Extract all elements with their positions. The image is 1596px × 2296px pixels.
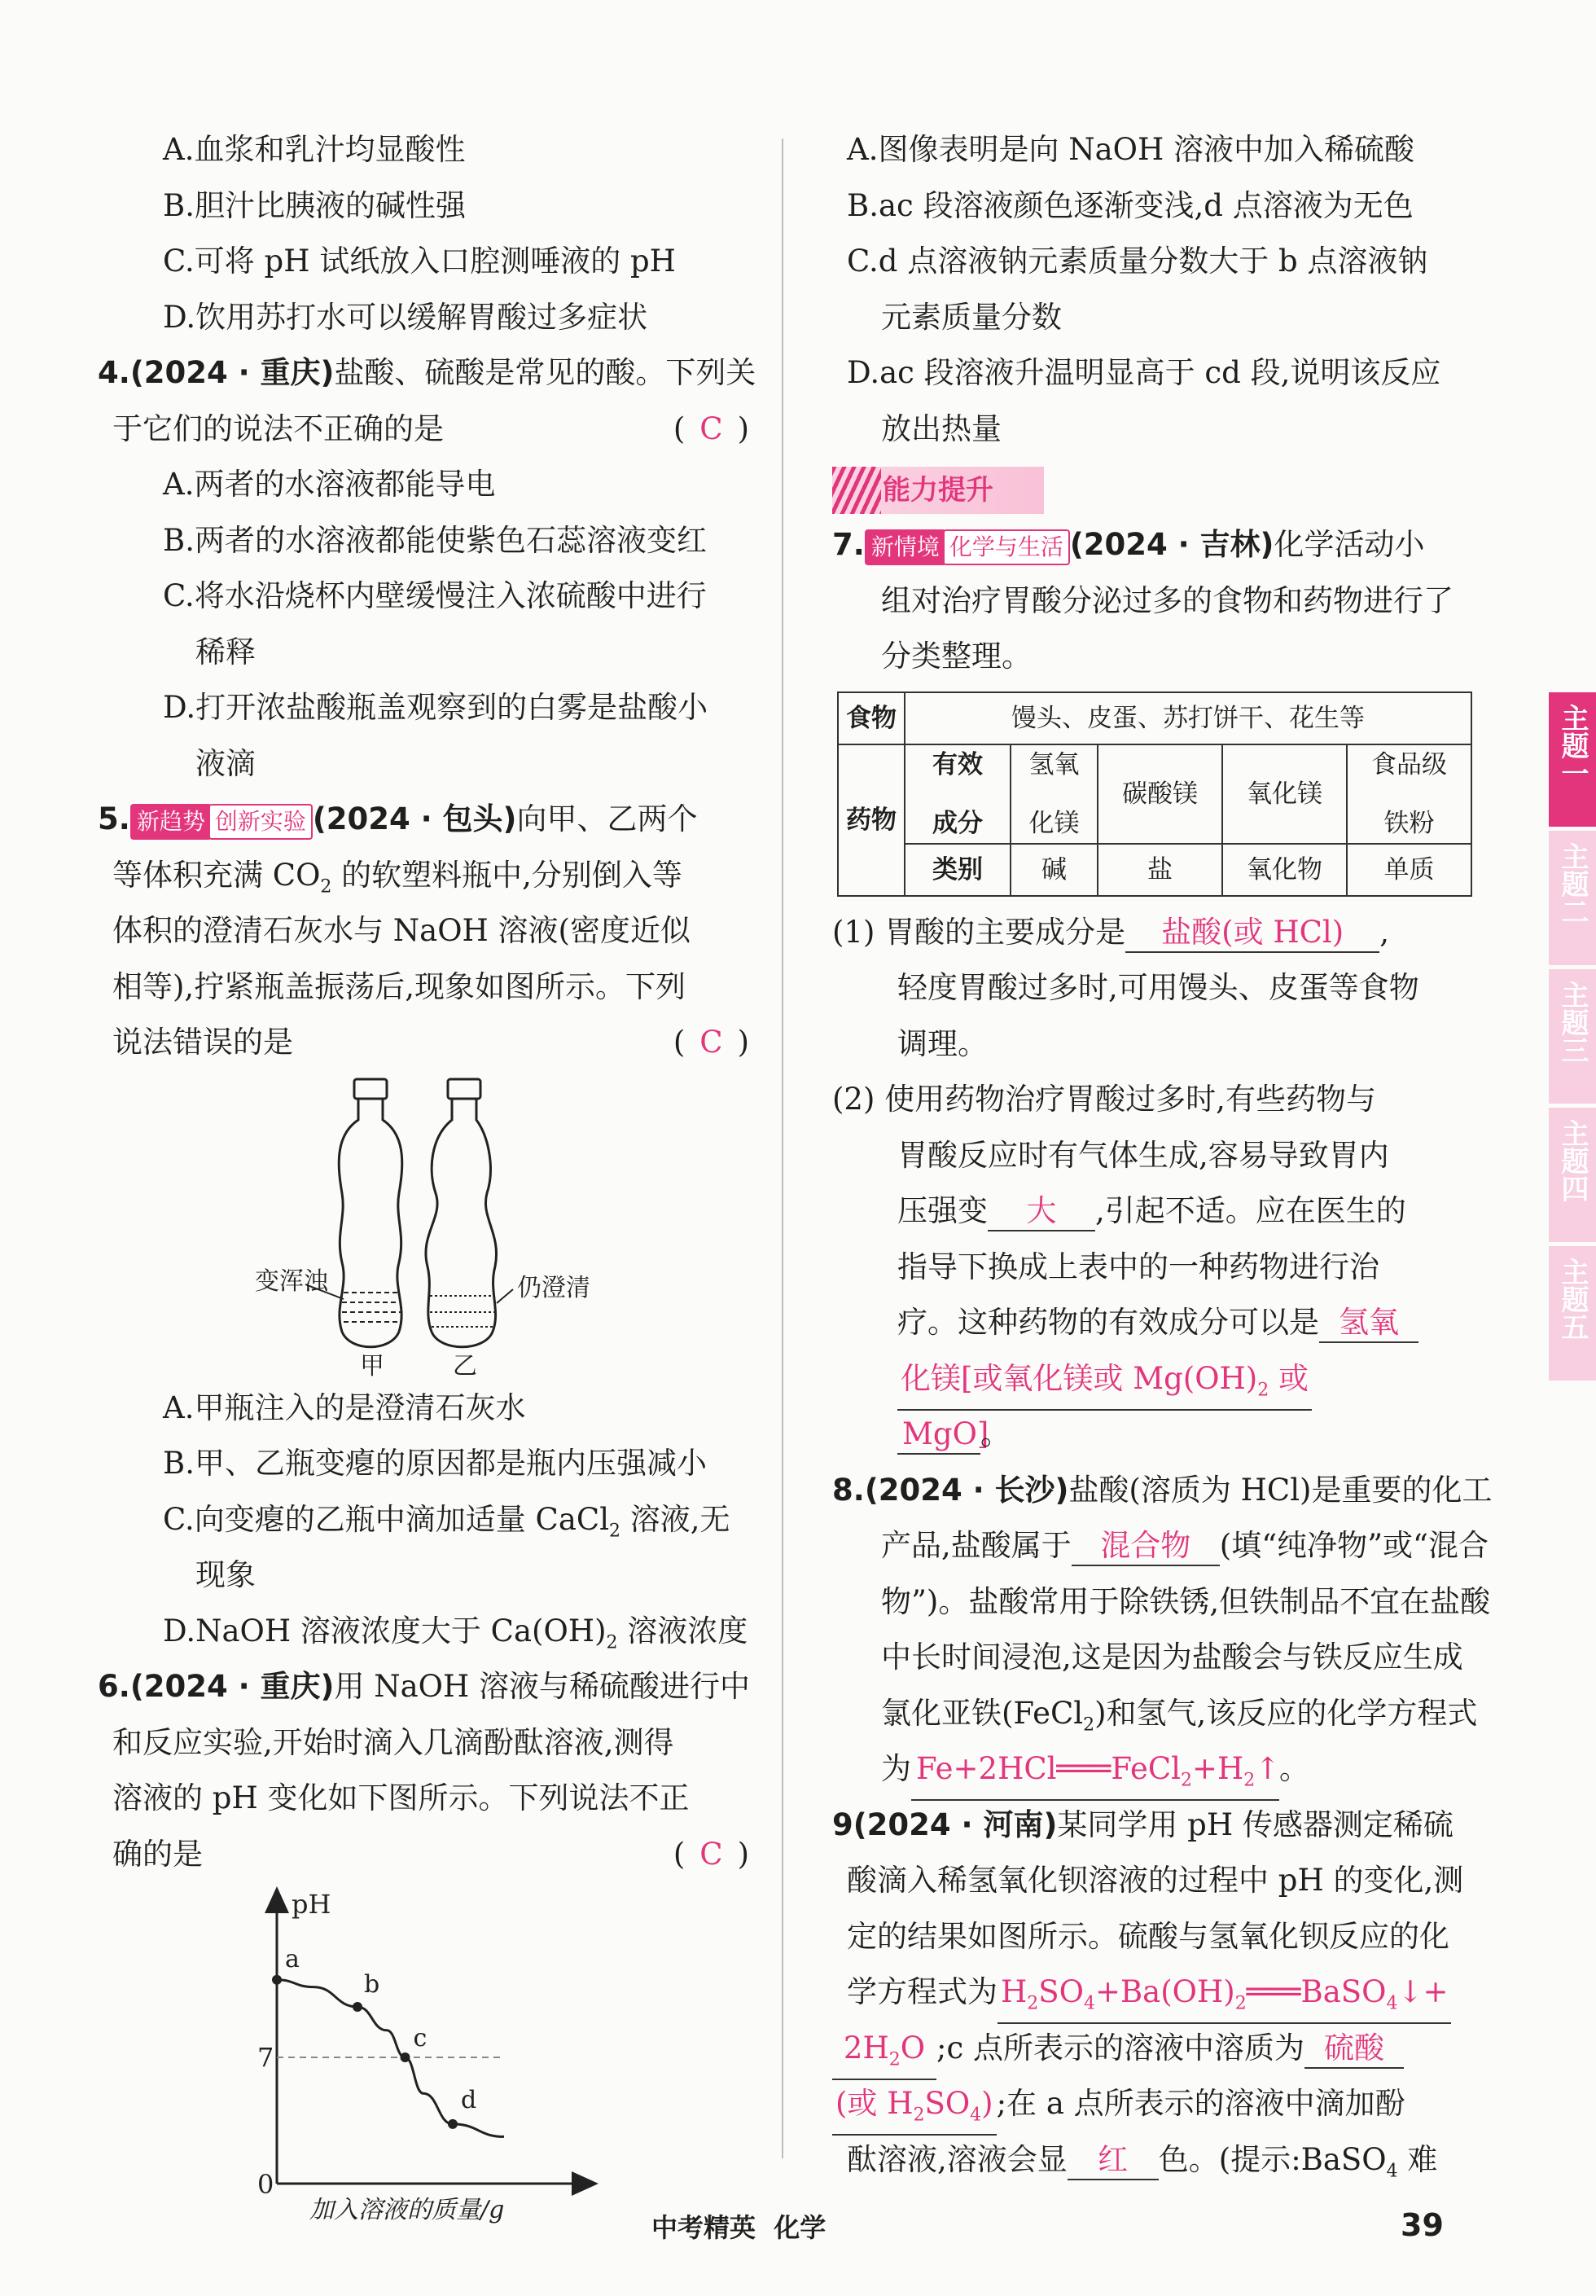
a1d: 4 [1083, 1993, 1095, 2014]
q9-stem5a: ;c 点所表示的溶液中溶质为 [936, 2030, 1304, 2066]
tab4-label: 主题四 [1556, 1119, 1589, 1202]
cell-food-header: 食物 [838, 692, 905, 744]
q9-stem7d: 难 [1397, 2141, 1438, 2177]
q8-answer1: 混合物 [1072, 1527, 1220, 1566]
q7-p1-text: 胃酸的主要成分是 [884, 914, 1126, 950]
sidebar-tab-theme5[interactable] [1549, 1246, 1596, 1381]
q8-ans2a: Fe+2HCl═══FeCl [916, 1751, 1182, 1786]
q7-number: 7. [832, 527, 865, 562]
cell-kind-4: 单质 [1347, 844, 1471, 896]
q7-part1-line1 [832, 905, 1475, 961]
q7-p2f: 疗。这种药物的有效成分可以是 [897, 1305, 1319, 1340]
q7-stem-text: 化学活动小 [1274, 527, 1425, 562]
d1b: 化镁 [1028, 808, 1080, 838]
d4b: 铁粉 [1383, 808, 1435, 838]
q8-stem5b: 2 [1083, 1714, 1095, 1735]
q9-stem7c: 4 [1386, 2160, 1398, 2181]
q9-answer1-cont [832, 2030, 936, 2080]
point-a [272, 1975, 282, 1985]
q5-option-c [98, 1492, 749, 1548]
q5-option-d [98, 1604, 749, 1660]
q6-stem-line2: 和反应实验,开始时滴入几滴酚酞溶液,测得 [112, 1724, 674, 1760]
cell-kind-3: 氧化物 [1222, 844, 1347, 896]
a1a: H [1001, 1974, 1028, 2009]
q6-option-d: D.ac 段溶液升温明显高于 cd 段,说明该反应 [847, 355, 1441, 390]
q9-stem4a: 学方程式为 [847, 1974, 998, 2009]
a1b: 2 [1027, 1993, 1039, 2014]
q5-number: 5. [98, 801, 130, 836]
q4-source: (2024 · 重庆) [129, 355, 335, 390]
q7-tag-life: 化学与生活 [943, 529, 1070, 565]
food-drug-table [837, 691, 1472, 897]
a2c: 2 [913, 2105, 925, 2126]
tab2-label: 主题二 [1556, 842, 1589, 925]
q8-stem-line5 [832, 1686, 1478, 1742]
q8-ans2e: ↑ [1255, 1751, 1281, 1786]
q6-stem-line3: 溶液的 pH 变化如下图所示。下列说法不正 [112, 1780, 690, 1815]
q5-stem-text: 向甲、乙两个 [516, 801, 698, 836]
q5-answer-bracket: ( C ) [673, 1025, 749, 1060]
point-label-b: b [364, 1970, 380, 1999]
q5-stem-line2 [98, 848, 749, 904]
bottle-yi-cap [448, 1079, 480, 1099]
q4-option-a: A.两者的水溶液都能导电 [163, 467, 496, 502]
q7-p1-num: (1) [832, 914, 875, 950]
section-banner [832, 462, 1475, 517]
q6-option-a: A.图像表明是向 NaOH 溶液中加入稀硫酸 [847, 132, 1415, 167]
q8-stem-text: 盐酸(溶质为 HCl)是重要的化工 [1068, 1472, 1493, 1508]
q8-stem-line4: 中长时间浸泡,这是因为盐酸会与铁反应生成 [881, 1640, 1463, 1675]
q6-answer-bracket: ( C ) [673, 1836, 749, 1872]
q7-p2c: 压强变 [897, 1193, 988, 1228]
q8-stem6b: 。 [1279, 1751, 1309, 1786]
q5-c-sub: 2 [609, 1520, 621, 1541]
q5-option-b: B.甲、乙瓶变瘪的原因都是瓶内压强减小 [163, 1446, 707, 1481]
q5-tag-experiment: 创新实验 [208, 804, 313, 840]
q7-stem-line3: 分类整理。 [881, 639, 1032, 674]
q5-stem-line5 [98, 1015, 749, 1071]
q9-stem7b: 色。(提示:BaSO [1158, 2141, 1387, 2177]
sidebar-tab-theme3[interactable] [1549, 969, 1596, 1104]
q5-stem-line1 [98, 792, 749, 848]
q7-p2-answer2e: MgO] [897, 1416, 980, 1455]
q5-tag-trend: 新趋势 [130, 804, 212, 840]
q6-number: 6. [98, 1669, 130, 1704]
q7-tag-context: 新情境 [865, 529, 946, 565]
q6-source: (2024 · 重庆) [129, 1669, 335, 1704]
q6-option-c-cont: 元素质量分数 [881, 299, 1062, 335]
q8-stem5a: 氯化亚铁(FeCl [881, 1695, 1084, 1731]
a1e: +Ba(OH) [1094, 1974, 1235, 2009]
q8-ans2d: 2 [1243, 1770, 1256, 1791]
q4-stem-text: 盐酸、硫酸是常见的酸。下列关 [334, 355, 756, 390]
q4-answer-bracket: ( C ) [673, 410, 749, 446]
tab5-label: 主题五 [1556, 1258, 1589, 1341]
q7-part2-line7 [832, 1407, 1475, 1463]
bottle-diagram [98, 1071, 749, 1381]
q4-stem-text2: 于它们的说法不正确的是 [112, 410, 444, 446]
bottle-figure [98, 1071, 749, 1381]
q8-ans2b: 2 [1181, 1770, 1193, 1791]
q4-option-d-cont: 液滴 [195, 745, 256, 781]
bottle-jia-body [339, 1099, 402, 1347]
q9-stem-line3: 定的结果如图所示。硫酸与氢氧化钡反应的化 [847, 1918, 1449, 1954]
point-label-d: d [461, 2085, 477, 2114]
sidebar-tab-theme1[interactable] [1549, 692, 1596, 827]
q8-stem-line3: 物”)。盐酸常用于除铁锈,但铁制品不宜在盐酸 [881, 1583, 1491, 1619]
tab1-label: 主题一 [1556, 704, 1589, 787]
ans2b: 化镁[或氧化镁或 Mg(OH) [901, 1360, 1258, 1396]
section-banner-title: 能力提升 [883, 474, 993, 507]
q6-stem-text4: 确的是 [112, 1836, 203, 1872]
q5-stem2-sub: 2 [320, 876, 332, 897]
cell-drug-2: 碳酸镁 [1098, 744, 1222, 844]
q7-p2-answer1: 大 [988, 1192, 1095, 1231]
a1k: 2 [888, 2048, 901, 2070]
q4-stem-line1 [98, 345, 756, 402]
q4-answer: C [699, 410, 723, 446]
q5-stem-line4: 相等),拧紧瓶盖振荡后,现象如图所示。下列 [112, 968, 686, 1004]
q9-stem-line6 [832, 2076, 1475, 2132]
q7-p2-num: (2) [832, 1082, 875, 1117]
q8-answer2 [911, 1750, 1279, 1801]
q4-option-c: C.将水沿烧杯内壁缓慢注入浓硫酸中进行 [163, 578, 707, 613]
q3-option-c: C.可将 pH 试纸放入口腔测唾液的 pH [163, 244, 676, 279]
q8-stem-line6 [832, 1741, 1475, 1798]
cell-kind-1: 碱 [1011, 844, 1098, 896]
q6-stem-text: 用 NaOH 溶液与稀硫酸进行中 [334, 1669, 750, 1704]
footer-book-info [651, 2207, 826, 2245]
q7-stem-line2: 组对治疗胃酸分泌过多的食物和药物进行了 [881, 582, 1454, 618]
table-row-effective [838, 744, 1471, 844]
a2e: 4 [970, 2105, 982, 2126]
ans2c: 2 [1257, 1379, 1269, 1400]
eff-word2: 成分 [932, 808, 983, 838]
q8-source: (2024 · 长沙) [864, 1472, 1069, 1508]
q5-stem2a: 等体积充满 CO [112, 857, 321, 893]
a2d: SO [924, 2086, 971, 2121]
q7-part2-line6 [832, 1351, 1475, 1407]
q4-number: 4. [98, 355, 130, 390]
q5-c-a: C.向变瘪的乙瓶中滴加适量 CaCl [163, 1501, 610, 1537]
q9-stem6a: ;在 a 点所表示的溶液中滴加酚 [996, 2086, 1405, 2121]
point-label-c: c [413, 2024, 428, 2052]
q9-stem-line2: 酸滴入稀氢氧化钡溶液的过程中 pH 的变化,测 [847, 1863, 1464, 1898]
q6-option-b: B.ac 段溶液颜色逐渐变浅,d 点溶液为无色 [847, 187, 1414, 223]
cell-effective-header [905, 744, 1011, 844]
label-jia: 甲 [360, 1351, 384, 1381]
banner-hatch [832, 467, 881, 514]
q3-option-a: A.血浆和乳汁均显酸性 [163, 132, 466, 167]
a1l: O [900, 2030, 926, 2066]
cell-food-value: 馒头、皮蛋、苏打饼干、花生等 [905, 692, 1471, 744]
q3-option-b: B.胆汁比胰液的碱性强 [163, 187, 466, 223]
bottle-jia-cap [354, 1079, 387, 1099]
q5-stem-text5: 说法错误的是 [112, 1025, 293, 1060]
q7-part2-line4: 指导下换成上表中的一种药物进行治 [897, 1249, 1379, 1284]
cell-drug-4 [1347, 744, 1471, 844]
q5-d-a: D.NaOH 溶液浓度大于 Ca(OH) [163, 1613, 607, 1648]
ph-chart [98, 1882, 749, 2224]
q4-option-b: B.两者的水溶液都能使紫色石蕊溶液变红 [163, 522, 707, 558]
sidebar-tab-theme2[interactable] [1549, 831, 1596, 965]
point-label-a: a [285, 1944, 300, 1973]
q5-stem-line3: 体积的澄清石灰水与 NaOH 溶液(密度近似 [112, 913, 691, 948]
q8-ans2c: +H [1192, 1751, 1244, 1786]
q6-stem-line1 [98, 1659, 749, 1715]
table-row-food [838, 692, 1471, 744]
q8-stem-line1 [832, 1463, 1493, 1519]
point-d [448, 2119, 458, 2129]
right-column [832, 122, 1493, 2188]
y-tick-7: 7 [257, 2042, 274, 2073]
q6-option-d-cont: 放出热量 [881, 410, 1002, 446]
q9-source: (2024 · 河南) [853, 1807, 1058, 1842]
q9-stem7a: 酞溶液,溶液会显 [847, 2141, 1068, 2177]
a1f: 2 [1234, 1993, 1247, 2014]
cell-drug-3: 氧化镁 [1222, 744, 1347, 844]
q7-p2-answer2a: 氢氧 [1319, 1304, 1418, 1343]
eff-word1: 有效 [932, 749, 983, 779]
q9-stem-line1 [832, 1798, 1475, 1854]
ans2d: 或 [1269, 1360, 1309, 1396]
a2b: (或 H [835, 2086, 914, 2121]
point-c [401, 2052, 410, 2062]
a1j: 2H [843, 2030, 889, 2066]
q9-answer2a: 硫酸 [1304, 2030, 1404, 2069]
q7-p2-text: 使用药物治疗胃酸过多时,有些药物与 [884, 1082, 1376, 1117]
q7-part1-line2: 轻度胃酸过多时,可用馒头、皮蛋等食物 [897, 970, 1419, 1005]
q7-part1-line3: 调理。 [897, 1025, 988, 1061]
q5-c-c: 溶液,无 [620, 1501, 730, 1537]
a1i: ↓+ [1397, 1974, 1449, 2009]
q7-part2-line1 [832, 1072, 1475, 1128]
q5-stem2c: 的软塑料瓶中,分别倒入等 [331, 857, 682, 893]
q8-stem-line2 [832, 1518, 1489, 1574]
q3-option-d: D.饮用苏打水可以缓解胃酸过多症状 [163, 299, 648, 335]
sidebar-tab-theme4[interactable] [1549, 1108, 1596, 1242]
d4a: 食品级 [1370, 749, 1447, 779]
d1a: 氢氧 [1028, 749, 1080, 779]
a1c: SO [1038, 1974, 1084, 2009]
label-turbid: 变浑浊 [255, 1267, 328, 1296]
q4-stem-line2 [98, 402, 749, 458]
ph-chart-figure [98, 1882, 749, 2224]
q9-answer1 [998, 1973, 1451, 2024]
a1h: 4 [1386, 1993, 1398, 2014]
y-tick-0: 0 [257, 2169, 274, 2200]
cell-drug-1 [1011, 744, 1098, 844]
q7-p2d: ,引起不适。应在医生的 [1095, 1193, 1406, 1228]
label-yi: 乙 [453, 1351, 477, 1381]
cell-kind-2: 盐 [1098, 844, 1222, 896]
bottle-yi-body [426, 1099, 497, 1347]
q8-stem2b: (填“纯净物”或“混合 [1219, 1528, 1489, 1563]
left-column [98, 122, 756, 2224]
q5-option-a: A.甲瓶注入的是澄清石灰水 [163, 1389, 526, 1425]
q9-stem-line5 [832, 2021, 1475, 2077]
label-clear: 仍澄清 [517, 1273, 590, 1302]
footer-subject: 化学 [774, 2212, 826, 2243]
a2f: ) [981, 2086, 993, 2121]
footer-book-title: 中考精英 [651, 2212, 756, 2243]
q8-stem5c: )和氢气,该反应的化学方程式 [1094, 1695, 1478, 1731]
q5-d-c: 溶液浓度 [617, 1613, 748, 1648]
q4-option-d: D.打开浓盐酸瓶盖观察到的白雾是盐酸小 [163, 690, 708, 725]
q9-stem-line7 [832, 2132, 1475, 2188]
q7-part2-line3 [832, 1183, 1475, 1240]
q8-stem2a: 产品,盐酸属于 [881, 1528, 1072, 1563]
table-row-kind [838, 844, 1471, 896]
cell-drug-header: 药物 [838, 744, 905, 896]
q6-answer: C [699, 1836, 723, 1872]
tab3-label: 主题三 [1556, 981, 1589, 1064]
point-b [353, 2002, 362, 2012]
q5-source: (2024 · 包头) [312, 801, 517, 836]
q6-stem-line4 [98, 1827, 749, 1883]
q4-option-c-cont: 稀释 [195, 634, 256, 669]
q8-number: 8. [832, 1472, 865, 1508]
q5-option-c-cont: 现象 [195, 1557, 256, 1592]
q9-number: 9 [832, 1807, 853, 1842]
q7-p1-answer: 盐酸(或 HCl) [1125, 914, 1379, 953]
column-divider [782, 138, 783, 2158]
q7-part2-line2: 胃酸反应时有气体生成,容易导致胃内 [897, 1137, 1389, 1173]
y-axis-label: pH [292, 1889, 331, 1920]
q5-d-sub: 2 [606, 1631, 618, 1653]
q9-stem-text: 某同学用 pH 传感器测定稀硫 [1057, 1807, 1454, 1842]
q5-answer: C [699, 1025, 723, 1060]
page-number: 39 [1401, 2207, 1444, 2243]
q7-p1-comma: , [1379, 914, 1389, 950]
q7-p2g: 。 [980, 1416, 1011, 1451]
q8-stem6a: 为 [881, 1751, 911, 1786]
q9-answer2b [832, 2085, 997, 2136]
q9-answer3: 红 [1068, 2141, 1159, 2180]
q7-source: (2024 · 吉林) [1069, 527, 1274, 562]
q7-p2-answer2b [897, 1360, 1312, 1411]
cell-kind-header: 类别 [905, 844, 1011, 896]
q7-stem-line1 [832, 517, 1475, 573]
x-axis-label: 加入溶液的质量/g [309, 2196, 505, 2224]
q6-option-c: C.d 点溶液钠元素质量分数大于 b 点溶液钠 [847, 244, 1428, 279]
q7-part2-line5 [832, 1295, 1475, 1351]
q9-stem-line4 [832, 1965, 1475, 2021]
a1g: ═══BaSO [1246, 1974, 1387, 2009]
